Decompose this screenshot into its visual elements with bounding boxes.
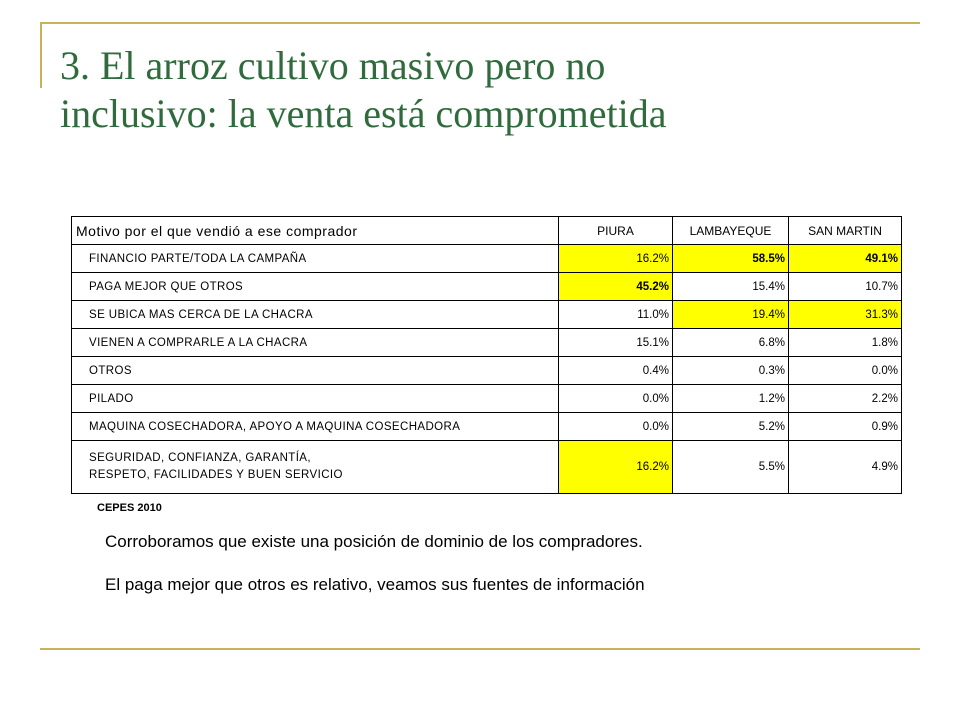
top-rule [40, 22, 920, 24]
header-motivo: Motivo por el que vendió a ese comprador [72, 217, 559, 245]
value-san-martin: 0.9% [789, 413, 902, 441]
table-header-row [72, 217, 902, 245]
value-piura: 45.2% [559, 273, 673, 301]
header-san-martin: SAN MARTIN [789, 217, 902, 245]
value-san-martin: 0.0% [789, 357, 902, 385]
table-row [72, 385, 902, 413]
value-piura: 15.1% [559, 329, 673, 357]
value-san-martin: 10.7% [789, 273, 902, 301]
row-label: VIENEN A COMPRARLE A LA CHACRA [72, 329, 559, 357]
table-row [72, 441, 902, 494]
value-lambayeque: 0.3% [673, 357, 789, 385]
conclusion-text-1: Corroboramos que existe una posición de dominio de los compradores. [105, 532, 643, 551]
value-san-martin: 2.2% [789, 385, 902, 413]
value-piura: 0.4% [559, 357, 673, 385]
row-label-line-1: SEGURIDAD, CONFIANZA, GARANTÍA, [89, 452, 311, 464]
value-lambayeque: 15.4% [673, 273, 789, 301]
table-row [72, 329, 902, 357]
left-rule [40, 22, 42, 88]
row-label: SE UBICA MAS CERCA DE LA CHACRA [72, 301, 559, 329]
header-lambayeque: LAMBAYEQUE [673, 217, 789, 245]
source-note: CEPES 2010 [97, 502, 162, 514]
value-san-martin: 4.9% [789, 441, 902, 494]
value-piura: 0.0% [559, 413, 673, 441]
value-lambayeque: 5.5% [673, 441, 789, 494]
row-label: PILADO [72, 385, 559, 413]
slide-title-line-1: 3. El arroz cultivo masivo pero no [60, 43, 606, 88]
conclusion-text-2: El paga mejor que otros es relativo, veamos sus fuentes de información [105, 575, 645, 594]
value-lambayeque: 1.2% [673, 385, 789, 413]
table-row [72, 245, 902, 273]
value-piura: 11.0% [559, 301, 673, 329]
row-label: OTROS [72, 357, 559, 385]
value-san-martin: 1.8% [789, 329, 902, 357]
row-label: MAQUINA COSECHADORA, APOYO A MAQUINA COSECHADORA [72, 413, 559, 441]
bottom-rule [40, 648, 920, 650]
table-row [72, 273, 902, 301]
value-lambayeque: 6.8% [673, 329, 789, 357]
value-san-martin: 31.3% [789, 301, 902, 329]
value-piura: 16.2% [559, 245, 673, 273]
slide-title [60, 42, 920, 138]
table-row [72, 357, 902, 385]
value-lambayeque: 19.4% [673, 301, 789, 329]
sales-reason-table [71, 216, 902, 494]
row-label: PAGA MEJOR QUE OTROS [72, 273, 559, 301]
value-san-martin: 49.1% [789, 245, 902, 273]
row-label-line-2: RESPETO, FACILIDADES Y BUEN SERVICIO [89, 469, 343, 481]
value-piura: 0.0% [559, 385, 673, 413]
header-piura: PIURA [559, 217, 673, 245]
value-lambayeque: 58.5% [673, 245, 789, 273]
table-row [72, 413, 902, 441]
table-row [72, 301, 902, 329]
row-label [72, 441, 559, 494]
slide-title-line-2: inclusivo: la venta está comprometida [60, 91, 667, 136]
value-lambayeque: 5.2% [673, 413, 789, 441]
row-label: FINANCIO PARTE/TODA LA CAMPAÑA [72, 245, 559, 273]
value-piura: 16.2% [559, 441, 673, 494]
